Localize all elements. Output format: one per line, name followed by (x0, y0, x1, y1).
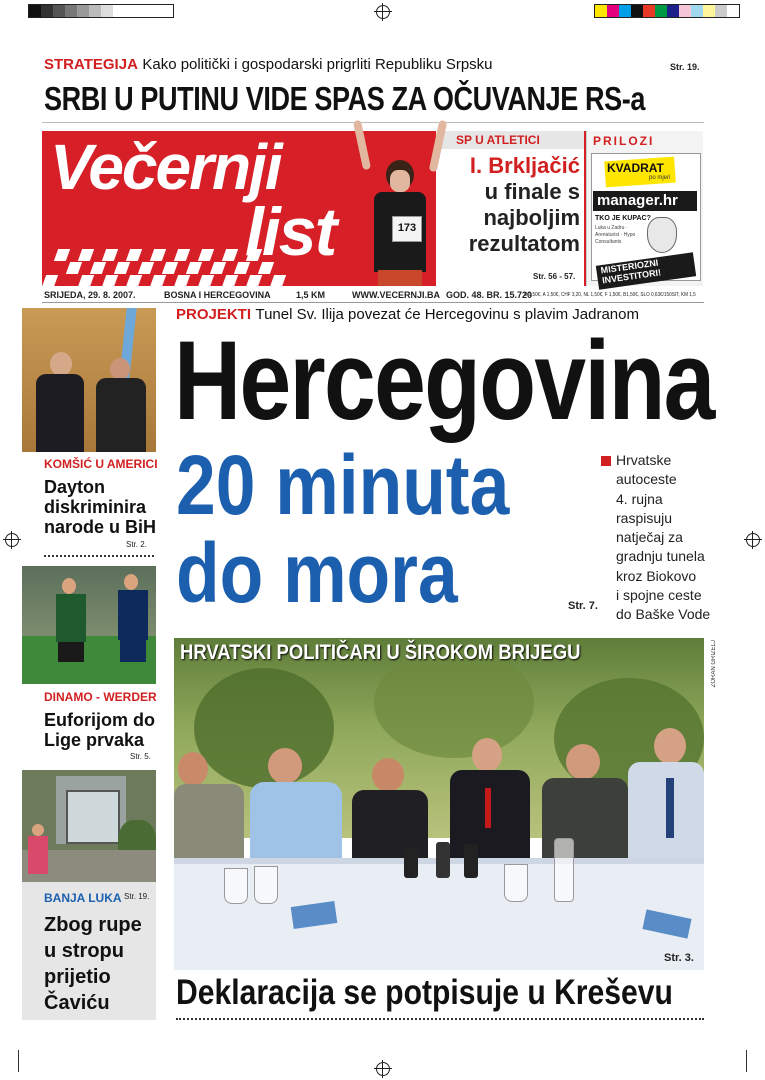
summary-line: Hrvatske (616, 452, 672, 468)
registration-mark-right (746, 533, 760, 547)
sidebar-headline-line: prijetio (44, 966, 111, 988)
summary-line: 4. rujna (616, 490, 663, 507)
sidebar-page-ref: Str. 2. (126, 540, 147, 549)
summary-line: gradnju tunela (616, 548, 705, 565)
logo-vecernji[interactable]: Večernji (50, 131, 281, 203)
banja-luka-photo (22, 770, 156, 882)
sidebar-headline-line: diskriminira (44, 497, 147, 517)
sidebar-kicker: KOMŠIĆ U AMERICI (44, 457, 158, 471)
prilozi-label: PRILOZI (593, 134, 655, 148)
main-subhead-line2[interactable]: do mora (176, 526, 458, 620)
divider (42, 302, 704, 303)
top-headline[interactable]: SRBI U PUTINU VIDE SPAS ZA OČUVANJE RS-a (44, 80, 646, 117)
summary-line: natječaj za (616, 529, 683, 546)
sidebar-story-2[interactable] (44, 710, 155, 750)
theater-mask-icon (647, 217, 677, 253)
logo-list[interactable]: list (245, 194, 336, 270)
manager-small: Luka u Zadru · Arenaturist · Hypo Consultants (595, 225, 636, 245)
prilozi-banner: MISTERIOZNI INVESTITORI! (600, 257, 662, 286)
top-strap (44, 56, 493, 74)
sidebar-headline-line: narode u BiH (44, 517, 157, 537)
sidebar-kicker: DINAMO - WERDER (44, 690, 157, 704)
summary-line: autoceste (616, 471, 677, 488)
issue-region: BOSNA I HERCEGOVINA (164, 290, 271, 300)
issue-date: SRIJEDA, 29. 8. 2007. (44, 290, 136, 300)
sidebar-kicker: BANJA LUKA (44, 891, 122, 905)
divider (44, 555, 154, 557)
top-strap-kicker: STRATEGIJA (44, 56, 138, 73)
komsic-photo (22, 308, 156, 452)
sport-headline-line: najboljim (483, 205, 580, 230)
sport-kicker: SP U ATLETICI (456, 133, 540, 147)
photo-credit: ZORAN GRIZELJ (711, 640, 717, 688)
sidebar-headline-line: u stropu (44, 940, 124, 962)
sport-page-ref: Str. 56 - 57. (533, 272, 576, 281)
color-calibration-bar (594, 4, 740, 18)
kvadrat-sub: po mjeri (649, 175, 671, 181)
summary-line: i spojne ceste (616, 587, 702, 604)
grayscale-calibration-bar (28, 4, 174, 18)
sidebar-headline-line: Zbog rupe (44, 914, 142, 936)
issue-number: GOD. 48. BR. 15.720 (446, 290, 533, 300)
sport-headline-line: rezultatom (468, 231, 580, 256)
summary-line: kroz Biokovo (616, 567, 697, 584)
sidebar-headline-line: Dayton (44, 477, 106, 497)
prilozi-box[interactable] (586, 131, 703, 286)
sidebar-story-3[interactable] (44, 912, 142, 1016)
main-page-ref: Str. 7. (568, 600, 598, 612)
sidebar-headline-line: Euforijom do (44, 710, 155, 730)
sidebar-page-ref: Str. 19. (124, 892, 150, 901)
website-link[interactable]: WWW.VECERNJI.BA (352, 290, 441, 300)
main-kicker-text: Tunel Sv. Ilija povezat će Hercegovinu s plavim Jadranom (255, 306, 639, 323)
manager-teaser: TKO JE KUPAC? (595, 215, 651, 222)
top-strap-text: Kako politički i gospodarski prigrliti Republiku Srpsku (142, 56, 493, 73)
photo-caption[interactable]: Deklaracija se potpisuje u Kreševu (176, 973, 673, 1012)
football-photo (22, 566, 156, 684)
sidebar-headline-line: Čaviću (44, 992, 110, 1014)
sport-headline-line: u finale s (484, 179, 580, 204)
sidebar-story-1[interactable] (44, 477, 156, 537)
issue-price: 1,5 KM (296, 290, 326, 300)
sport-headline-line: I. Brkljačić (469, 153, 580, 178)
registration-mark-bottom (376, 1062, 390, 1076)
sidebar-headline-line: Lige prvaka (44, 730, 145, 750)
crop-mark (18, 1050, 19, 1072)
crop-mark (746, 1050, 747, 1072)
sidebar-page-ref: Str. 5. (130, 752, 151, 761)
registration-mark-top (376, 5, 390, 19)
politicians-photo[interactable] (174, 638, 704, 970)
manager-label: manager.hr (597, 192, 678, 209)
foreign-prices: D 1,50€, A 1,50€, CHF 3,20, NL 1,50€, F 1,50€, B1,50€, SLO 0,63€/150SIT, KM 1,5 (524, 292, 696, 298)
main-subhead-line1[interactable]: 20 minuta (176, 438, 510, 532)
main-summary (616, 451, 710, 625)
main-headline[interactable]: Hercegovina (174, 318, 714, 443)
bib-number: 173 (392, 216, 422, 242)
athlete-photo (356, 120, 452, 286)
registration-mark-left (5, 533, 19, 547)
divider (176, 1018, 704, 1020)
photo-page-ref: Str. 3. (664, 952, 694, 964)
kvadrat-label: KVADRAT (607, 161, 664, 175)
top-strap-page-ref: Str. 19. (670, 62, 700, 72)
summary-line: raspisuju (616, 509, 673, 526)
sport-headline (440, 153, 580, 257)
summary-line: do Baške Vode (616, 606, 711, 623)
photo-overlay-title: HRVATSKI POLITIČARI U ŠIROKOM BRIJEGU (180, 641, 581, 664)
main-kicker: PROJEKTI (176, 306, 252, 323)
bullet-square-icon (601, 456, 611, 466)
